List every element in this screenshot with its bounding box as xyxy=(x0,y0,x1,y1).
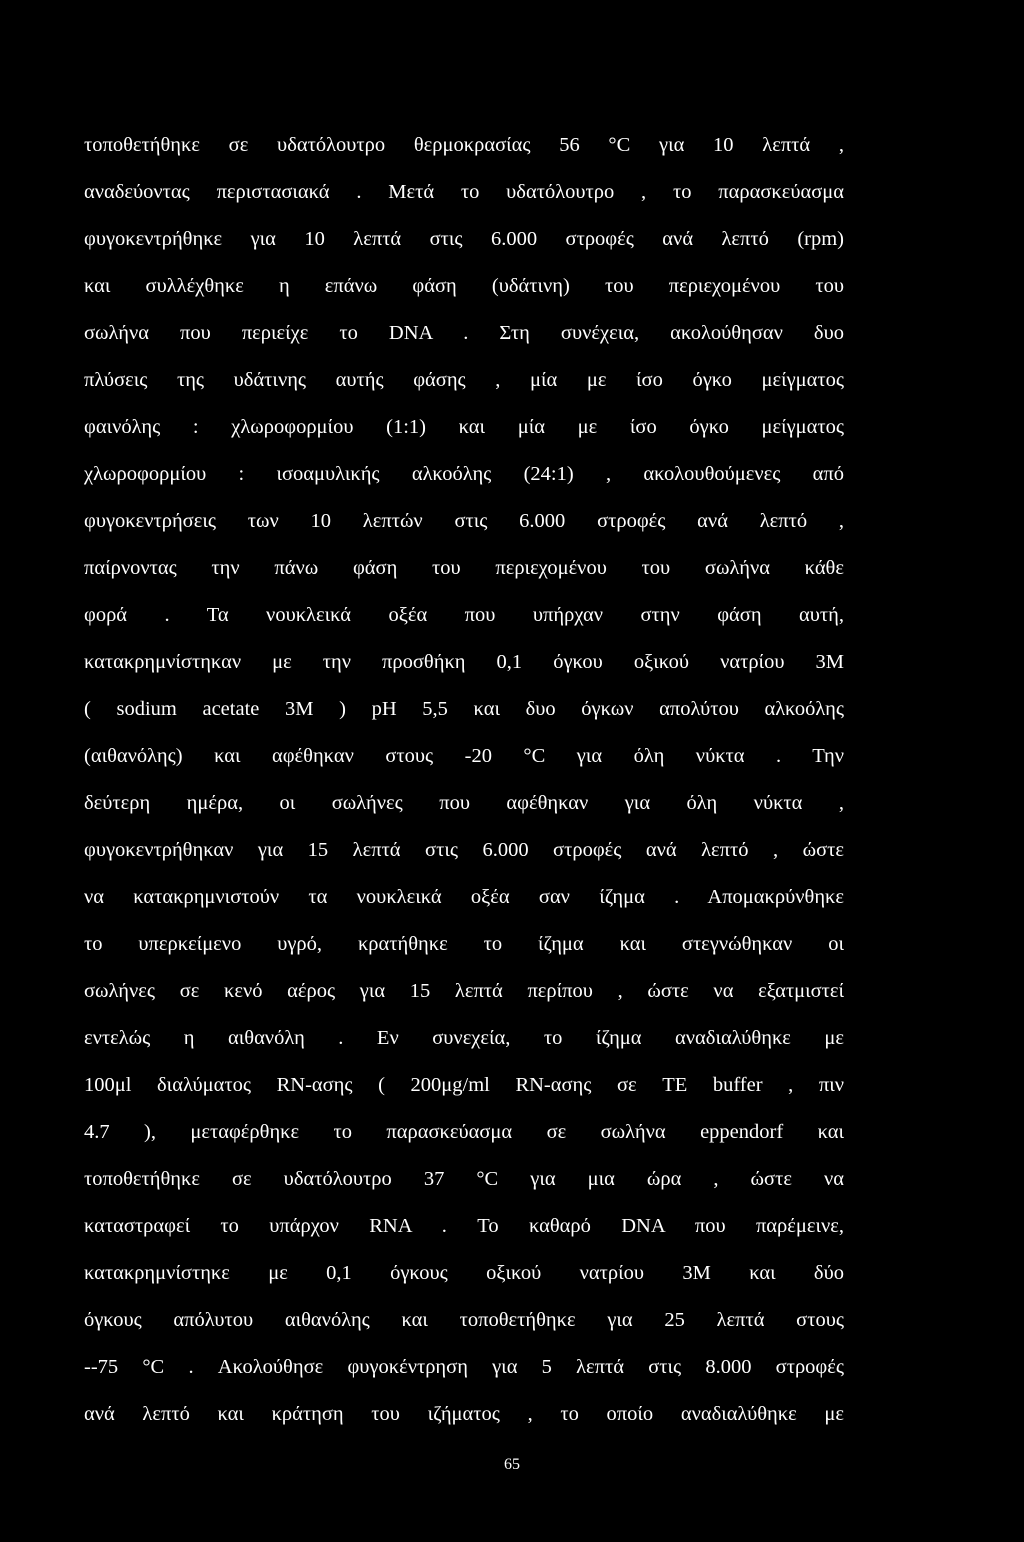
text-line: να κατακρημνιστούν τα νουκλεικά οξέα σαν ίζημα . Απομακρύνθηκε xyxy=(84,886,844,908)
body-paragraph xyxy=(84,130,844,1446)
text-line: το υπερκείμενο υγρό, κρατήθηκε το ίζημα και στεγνώθηκαν οι xyxy=(84,933,844,955)
text-line: (αιθανόλης) και αφέθηκαν στους -20 °C για όλη νύκτα . Την xyxy=(84,745,844,767)
text-line: φυγοκεντρήθηκε για 10 λεπτά στις 6.000 στροφές ανά λεπτό (rpm) xyxy=(84,228,844,250)
text-line: κατακρημνίστηκαν με την προσθήκη 0,1 όγκου οξικού νατρίου 3M xyxy=(84,651,844,673)
text-line: κατακρημνίστηκε με 0,1 όγκους οξικού νατρίου 3M και δύο xyxy=(84,1262,844,1284)
text-line: δεύτερη ημέρα, οι σωλήνες που αφέθηκαν για όλη νύκτα , xyxy=(84,792,844,814)
text-line: φυγοκεντρήσεις των 10 λεπτών στις 6.000 στροφές ανά λεπτό , xyxy=(84,510,844,532)
text-line: χλωροφορμίου : ισοαμυλικής αλκοόλης (24:1) , ακολουθούμενες από xyxy=(84,463,844,485)
text-line: φαινόλης : χλωροφορμίου (1:1) και μία με ίσο όγκο μείγματος xyxy=(84,416,844,438)
text-line: ( sodium acetate 3M ) pH 5,5 και δυο όγκων απολύτου αλκοόλης xyxy=(84,698,844,720)
text-line: σωλήνα που περιείχε το DNA . Στη συνέχεια, ακολούθησαν δυο xyxy=(84,322,844,344)
text-line: πλύσεις της υδάτινης αυτής φάσης , μία με ίσο όγκο μείγματος xyxy=(84,369,844,391)
text-line: όγκους απόλυτου αιθανόλης και τοποθετήθηκε για 25 λεπτά στους xyxy=(84,1309,844,1331)
text-line: καταστραφεί το υπάρχον RNA . Το καθαρό DNA που παρέμεινε, xyxy=(84,1215,844,1237)
text-line: τοποθετήθηκε σε υδατόλουτρο 37 °C για μια ώρα , ώστε να xyxy=(84,1168,844,1190)
text-line: 100μl διαλύματος RN-ασης ( 200μg/ml RN-ασης σε TE buffer , πιν xyxy=(84,1074,844,1096)
text-line: σωλήνες σε κενό αέρος για 15 λεπτά περίπου , ώστε να εξατμιστεί xyxy=(84,980,844,1002)
text-line: φυγοκεντρήθηκαν για 15 λεπτά στις 6.000 στροφές ανά λεπτό , ώστε xyxy=(84,839,844,861)
text-line: φορά . Τα νουκλεικά οξέα που υπήρχαν στην φάση αυτή, xyxy=(84,604,844,626)
text-line: και συλλέχθηκε η επάνω φάση (υδάτινη) του περιεχομένου του xyxy=(84,275,844,297)
text-line: ανά λεπτό και κράτηση του ιζήματος , το οποίο αναδιαλύθηκε με xyxy=(84,1403,844,1425)
text-line: παίρνοντας την πάνω φάση του περιεχομένου του σωλήνα κάθε xyxy=(84,557,844,579)
text-line: τοποθετήθηκε σε υδατόλουτρο θερμοκρασίας 56 °C για 10 λεπτά , xyxy=(84,134,844,156)
text-line: --75 °C . Ακολούθησε φυγοκέντρηση για 5 λεπτά στις 8.000 στροφές xyxy=(84,1356,844,1378)
text-line: εντελώς η αιθανόλη . Εν συνεχεία, το ίζημα αναδιαλύθηκε με xyxy=(84,1027,844,1049)
text-line: 4.7 ), μεταφέρθηκε το παρασκεύασμα σε σωλήνα eppendorf και xyxy=(84,1121,844,1143)
page-number: 65 xyxy=(504,1456,520,1473)
text-line: αναδεύοντας περιστασιακά . Μετά το υδατόλουτρο , το παρασκεύασμα xyxy=(84,181,844,203)
